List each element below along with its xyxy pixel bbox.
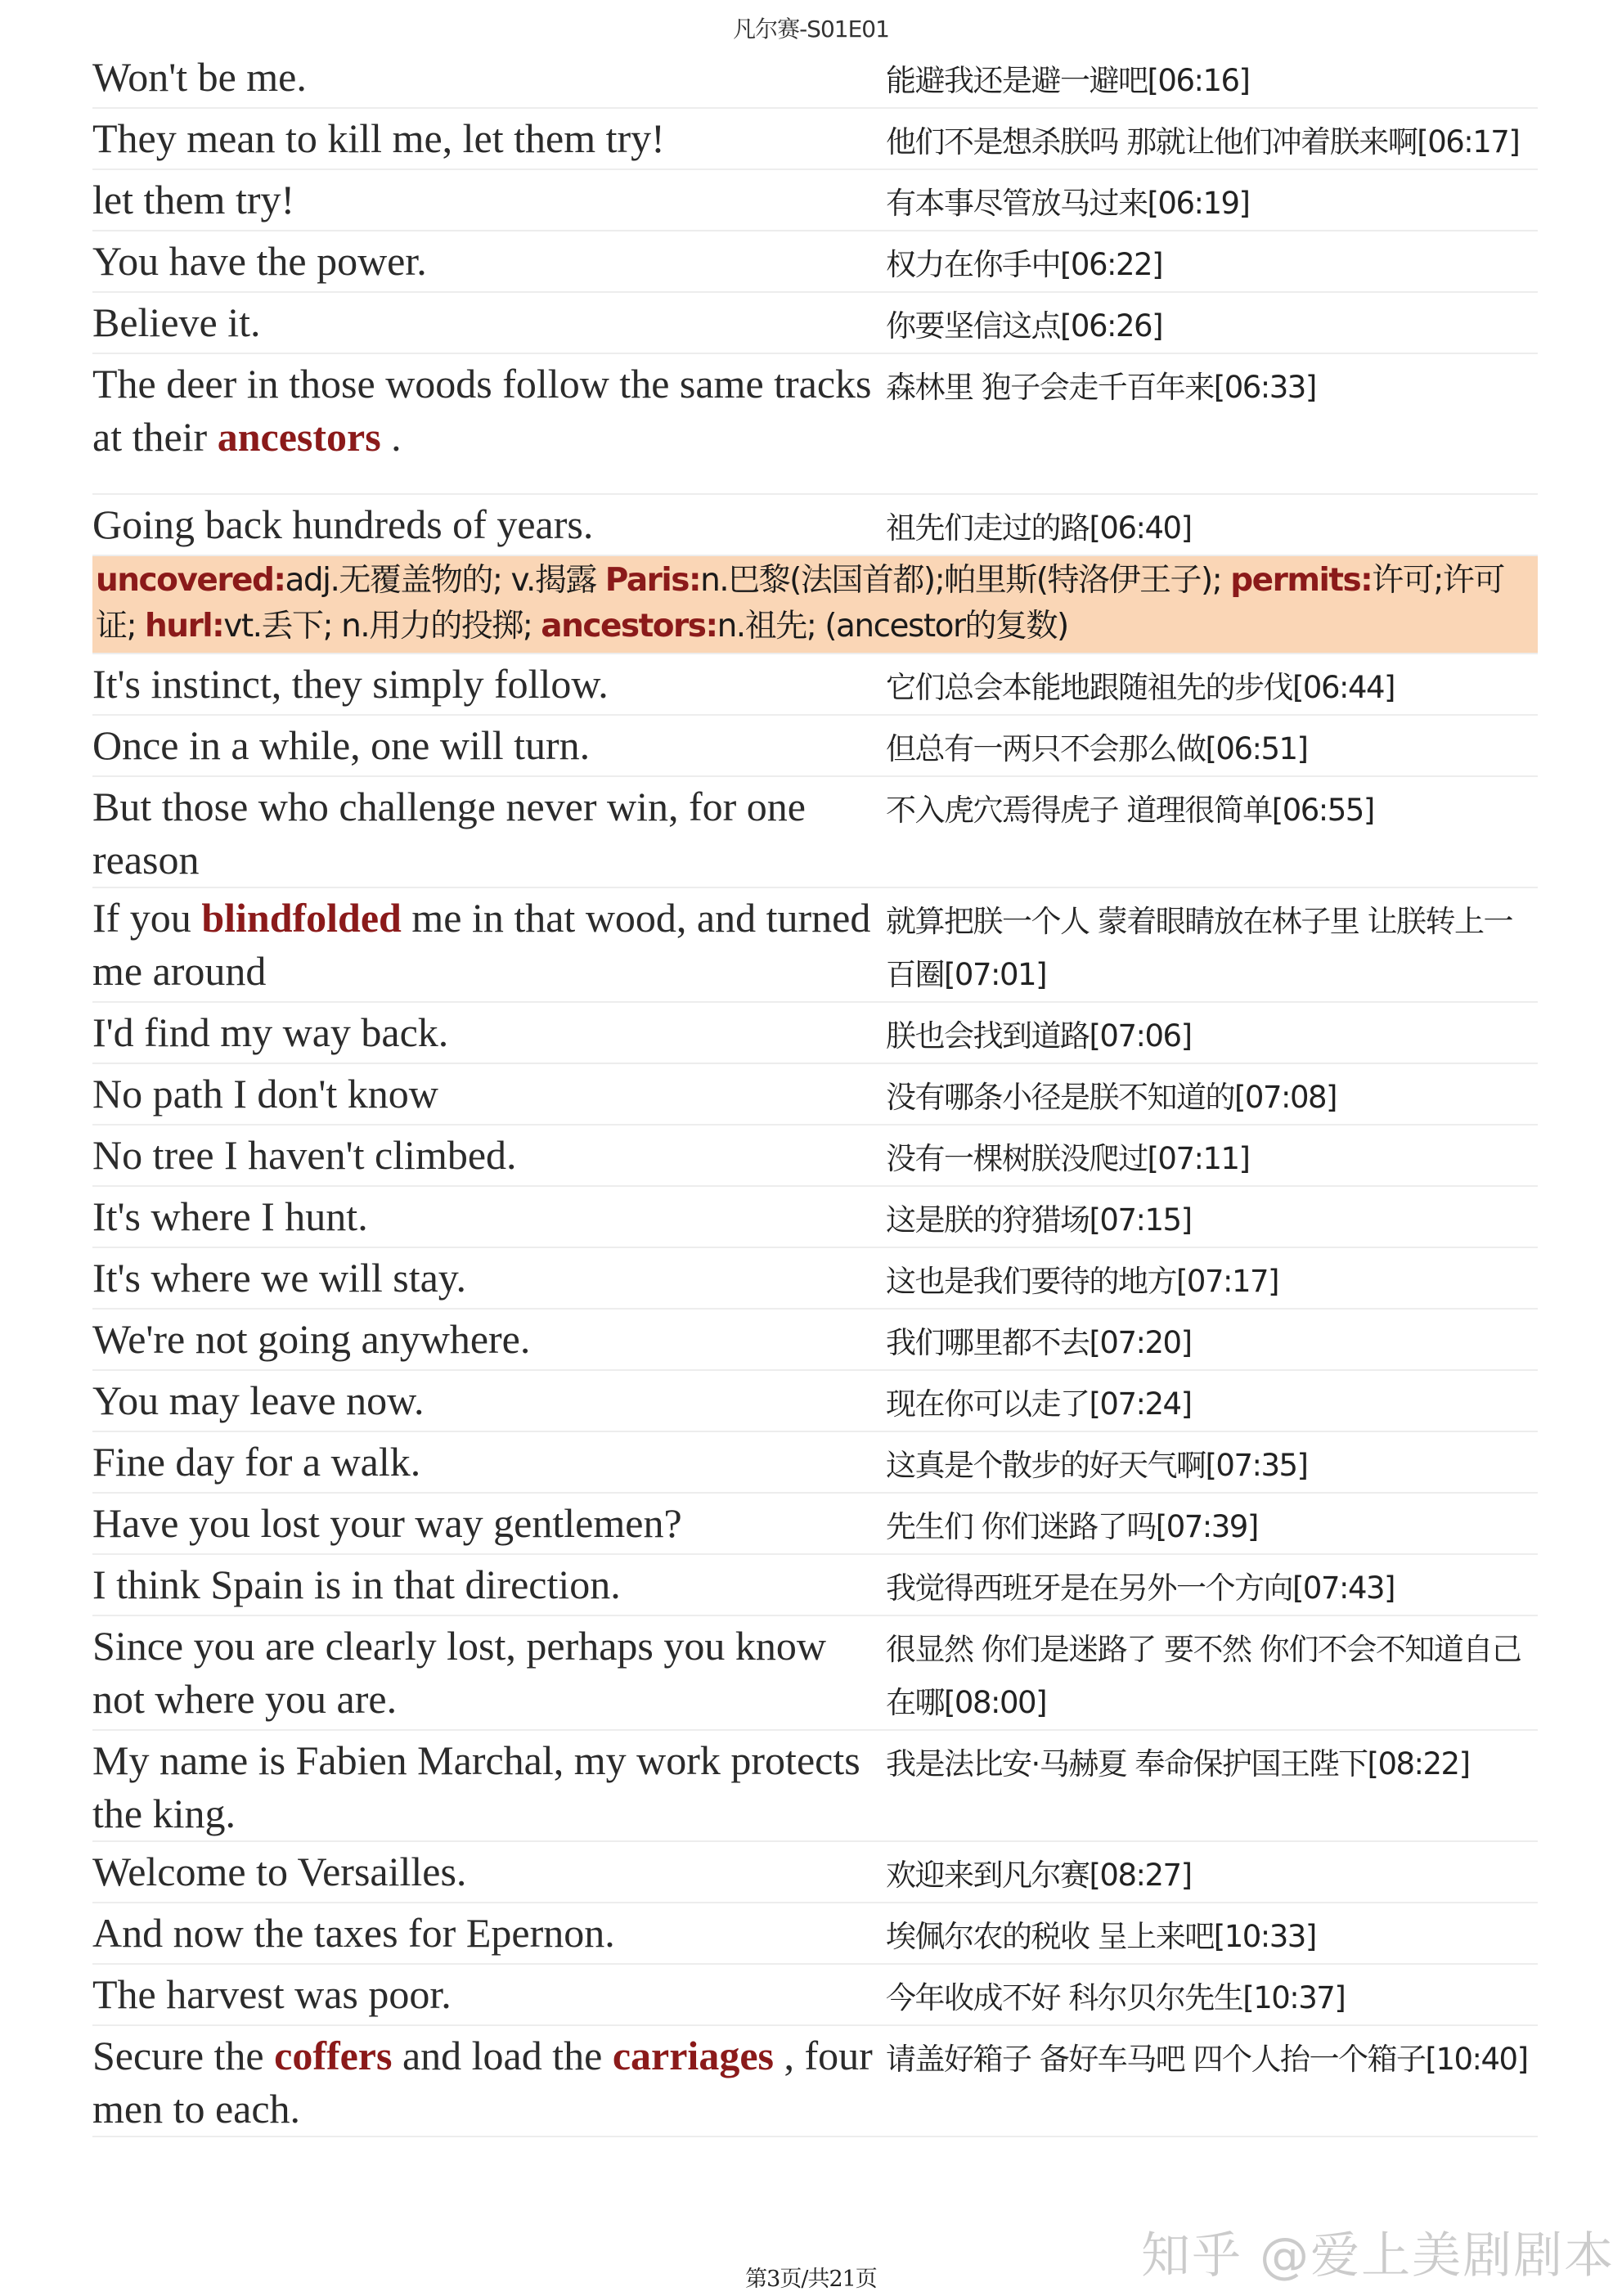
text-segment: Won't be me. xyxy=(92,54,307,100)
text-segment: Going back hundreds of years. xyxy=(92,501,594,547)
chinese-line: 不入虎穴焉得虎子 道理很简单[06:55] xyxy=(886,793,1374,828)
chinese-line: 权力在你手中[06:22] xyxy=(886,247,1162,282)
chinese-line: 这真是个散步的好天气啊[07:35] xyxy=(886,1448,1308,1483)
chinese-line: 我觉得西班牙是在另外一个方向[07:43] xyxy=(886,1570,1395,1606)
subtitle-row xyxy=(92,1310,1538,1371)
english-line xyxy=(92,716,886,775)
chinese-line: 很显然 你们是迷路了 要不然 你们不会不知道自己在哪[08:00] xyxy=(886,1632,1521,1720)
subtitle-row xyxy=(92,1432,1538,1494)
text-segment: But those who challenge never win, for one reason xyxy=(92,784,806,883)
text-segment: Welcome to Versailles. xyxy=(92,1849,467,1894)
text-segment: The deer in those woods follow the same tracks at their xyxy=(92,361,872,460)
english-line xyxy=(92,654,886,714)
text-segment: Believe it. xyxy=(92,299,261,345)
subtitle-row xyxy=(92,1064,1538,1126)
text-segment: My name is Fabien Marchal, my work protects the king. xyxy=(92,1737,860,1836)
highlighted-word: ancestors xyxy=(217,414,381,460)
english-line xyxy=(92,1555,886,1615)
subtitle-row xyxy=(92,1555,1538,1616)
english-line xyxy=(92,1371,886,1431)
text-segment: No tree I haven't climbed. xyxy=(92,1132,517,1178)
subtitle-row xyxy=(92,1371,1538,1432)
text-segment: Since you are clearly lost, perhaps you know not where you are. xyxy=(92,1623,826,1722)
subtitle-table xyxy=(92,47,1538,2137)
text-segment: It's where I hunt. xyxy=(92,1193,368,1239)
chinese-line: 能避我还是避一避吧[06:16] xyxy=(886,63,1250,98)
english-line xyxy=(92,1248,886,1308)
chinese-line: 欢迎来到凡尔赛[08:27] xyxy=(886,1858,1192,1893)
subtitle-row xyxy=(92,293,1538,354)
vocab-word: permits: xyxy=(1230,562,1373,599)
english-line xyxy=(92,1965,886,2024)
text-segment: You may leave now. xyxy=(92,1377,425,1423)
vocab-word: uncovered: xyxy=(96,562,285,599)
subtitle-row xyxy=(92,1616,1538,1731)
english-line xyxy=(92,777,886,887)
text-segment: Once in a while, one will turn. xyxy=(92,722,591,768)
chinese-line: 埃佩尔农的税收 呈上来吧[10:33] xyxy=(886,1919,1316,1954)
subtitle-row xyxy=(92,170,1538,231)
subtitle-row xyxy=(92,777,1538,888)
subtitle-row xyxy=(92,1903,1538,1965)
text-segment: We're not going anywhere. xyxy=(92,1316,531,1362)
chinese-line: 他们不是想杀朕吗 那就让他们冲着朕来啊[06:17] xyxy=(886,124,1520,160)
english-line xyxy=(92,1494,886,1553)
vocab-definition: n.祖先; (ancestor的复数) xyxy=(717,608,1068,645)
subtitle-row xyxy=(92,1126,1538,1187)
subtitle-row xyxy=(92,231,1538,293)
chinese-line: 祖先们走过的路[06:40] xyxy=(886,510,1192,546)
subtitle-row xyxy=(92,354,1538,495)
subtitle-row xyxy=(92,1248,1538,1310)
vocab-word: ancestors: xyxy=(541,608,717,645)
vocabulary-note xyxy=(92,556,1538,654)
english-line xyxy=(92,888,886,1001)
text-segment: You have the power. xyxy=(92,238,427,284)
english-line xyxy=(92,1126,886,1185)
english-line xyxy=(92,1187,886,1247)
subtitle-row xyxy=(92,1731,1538,1842)
subtitle-row xyxy=(92,716,1538,777)
english-line xyxy=(92,1003,886,1063)
english-line xyxy=(92,495,886,555)
vocab-definition: adj.无覆盖物的; v.揭露 xyxy=(285,562,605,599)
vocab-word: hurl: xyxy=(145,608,224,645)
text-segment: . xyxy=(380,414,402,460)
text-segment: And now the taxes for Epernon. xyxy=(92,1910,615,1956)
chinese-line: 请盖好箱子 备好车马吧 四个人抬一个箱子[10:40] xyxy=(886,2042,1528,2077)
subtitle-row xyxy=(92,109,1538,170)
page-header: 凡尔赛-S01E01 xyxy=(733,16,889,43)
text-segment: let them try! xyxy=(92,177,295,222)
subtitle-row xyxy=(92,1965,1538,2026)
subtitle-row xyxy=(92,2026,1538,2137)
english-line xyxy=(92,2026,886,2136)
english-line xyxy=(92,1616,886,1729)
chinese-line: 它们总会本能地跟随祖先的步伐[06:44] xyxy=(886,670,1395,705)
chinese-line: 但总有一两只不会那么做[06:51] xyxy=(886,731,1308,766)
watermark: 知乎 @爱上美剧剧本 xyxy=(1141,2227,1615,2285)
page-footer: 第3页/共21页 xyxy=(745,2267,877,2292)
text-segment: I'd find my way back. xyxy=(92,1009,449,1055)
english-line xyxy=(92,47,886,107)
chinese-line: 我们哪里都不去[07:20] xyxy=(886,1325,1192,1360)
subtitle-row xyxy=(92,1842,1538,1903)
vocab-word: Paris: xyxy=(604,562,701,599)
subtitle-row xyxy=(92,47,1538,109)
text-segment: The harvest was poor. xyxy=(92,1971,452,2017)
text-segment: Have you lost your way gentlemen? xyxy=(92,1500,682,1546)
chinese-line: 今年收成不好 科尔贝尔先生[10:37] xyxy=(886,1980,1346,2015)
english-line xyxy=(92,109,886,168)
chinese-line: 这也是我们要待的地方[07:17] xyxy=(886,1264,1278,1299)
chinese-line: 有本事尽管放马过来[06:19] xyxy=(886,186,1250,221)
vocab-definition: n.巴黎(法国首都);帕里斯(特洛伊王子); xyxy=(700,562,1231,599)
chinese-line: 这是朕的狩猎场[07:15] xyxy=(886,1202,1192,1238)
vocab-definition: vt.丢下; n.用力的投掷; xyxy=(223,608,541,645)
text-segment: Secure the xyxy=(92,2033,275,2078)
english-line xyxy=(92,1903,886,1963)
subtitle-row xyxy=(92,1494,1538,1555)
subtitle-row xyxy=(92,495,1538,556)
text-segment: and load the xyxy=(392,2033,613,2078)
english-line xyxy=(92,1731,886,1840)
subtitle-row xyxy=(92,654,1538,716)
subtitle-row xyxy=(92,1187,1538,1248)
chinese-line: 朕也会找到道路[07:06] xyxy=(886,1018,1192,1054)
text-segment: It's instinct, they simply follow. xyxy=(92,661,609,707)
english-line xyxy=(92,170,886,230)
text-segment: It's where we will stay. xyxy=(92,1255,467,1301)
text-segment: No path I don't know xyxy=(92,1071,438,1117)
highlighted-word: carriages xyxy=(612,2033,774,2078)
chinese-line: 没有一棵树朕没爬过[07:11] xyxy=(886,1141,1250,1176)
english-line xyxy=(92,293,886,353)
subtitle-row xyxy=(92,1003,1538,1064)
text-segment: Fine day for a walk. xyxy=(92,1439,421,1485)
text-segment: They mean to kill me, let them try! xyxy=(92,115,665,161)
chinese-line: 你要坚信这点[06:26] xyxy=(886,308,1162,344)
chinese-line: 没有哪条小径是朕不知道的[07:08] xyxy=(886,1080,1337,1115)
text-segment: If you xyxy=(92,895,202,941)
chinese-line: 森林里 狍子会走千百年来[06:33] xyxy=(886,370,1316,405)
vocab-definition: 许可;许可证; xyxy=(96,562,1504,645)
chinese-line: 先生们 你们迷路了吗[07:39] xyxy=(886,1509,1258,1544)
text-segment: I think Spain is in that direction. xyxy=(92,1561,621,1607)
chinese-line: 我是法比安·马赫夏 奉命保护国王陛下[08:22] xyxy=(886,1746,1470,1782)
english-line xyxy=(92,231,886,291)
highlighted-word: coffers xyxy=(274,2033,393,2078)
english-line xyxy=(92,1310,886,1369)
english-line xyxy=(92,1842,886,1902)
highlighted-word: blindfolded xyxy=(201,895,402,941)
chinese-line: 现在你可以走了[07:24] xyxy=(886,1386,1192,1422)
text-segment: , four men to each. xyxy=(92,2033,873,2132)
subtitle-row xyxy=(92,888,1538,1003)
chinese-line: 就算把朕一个人 蒙着眼睛放在林子里 让朕转上一百圈[07:01] xyxy=(886,904,1513,992)
english-line xyxy=(92,1432,886,1492)
english-line xyxy=(92,354,886,464)
english-line xyxy=(92,1064,886,1124)
text-segment: me in that wood, and turned me around xyxy=(92,895,871,994)
